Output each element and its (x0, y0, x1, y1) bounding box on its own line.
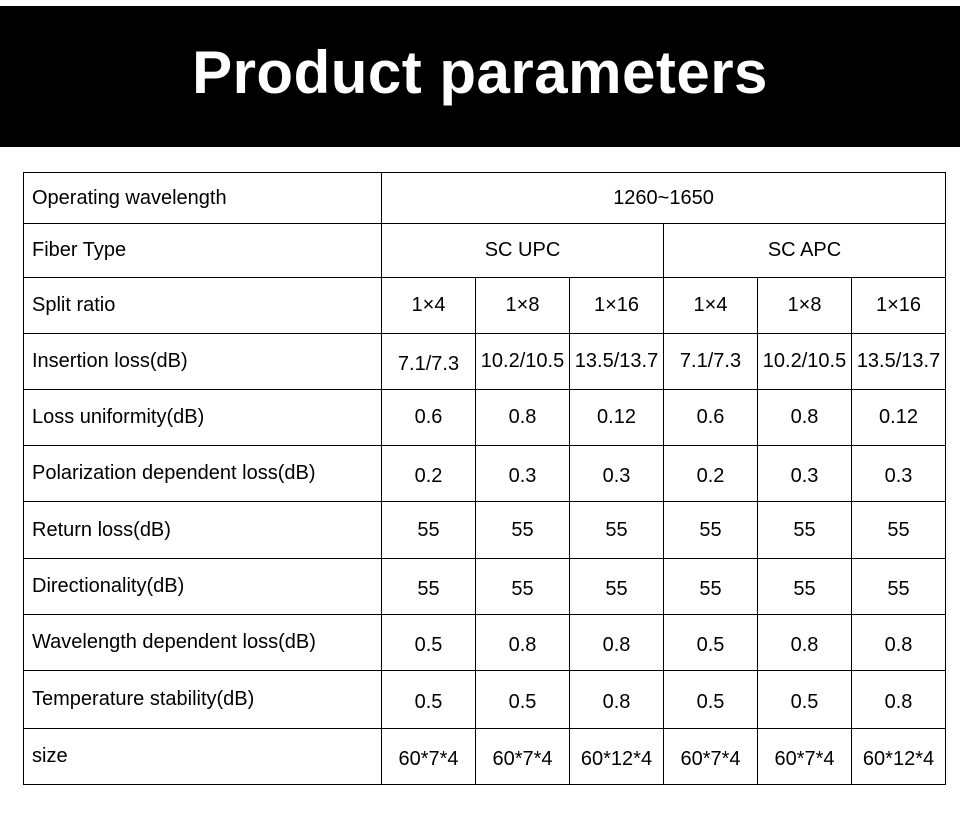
table-cell: 55 (664, 502, 758, 558)
table-cell: 0.2 (664, 446, 758, 502)
table-cell: 0.12 (570, 390, 664, 446)
row-label: Temperature stability(dB) (24, 670, 382, 728)
table-row-directionality (24, 558, 946, 614)
table-cell: 55 (476, 558, 570, 614)
table-cell: 60*7*4 (382, 728, 476, 784)
table-cell: 0.3 (852, 446, 946, 502)
operating-wavelength-value: 1260~1650 (382, 173, 946, 224)
table-cell: 0.3 (476, 446, 570, 502)
table-cell: 13.5/13.7 (570, 334, 664, 390)
row-label: Insertion loss(dB) (24, 334, 382, 390)
table-cell: 0.8 (758, 614, 852, 670)
table-cell: 0.8 (570, 670, 664, 728)
table-cell: 0.3 (570, 446, 664, 502)
table-cell: 0.8 (852, 670, 946, 728)
row-label: Directionality(dB) (24, 558, 382, 614)
table-cell: 0.8 (570, 614, 664, 670)
table-row-return-loss (24, 502, 946, 558)
table-row-fiber-type (24, 224, 946, 278)
table-cell: 55 (476, 502, 570, 558)
table-row-size (24, 728, 946, 784)
row-label: Fiber Type (24, 224, 382, 278)
table-cell: 55 (382, 558, 476, 614)
parameters-table (23, 172, 946, 785)
table-cell: 0.8 (476, 614, 570, 670)
table-cell: 0.8 (476, 390, 570, 446)
table-cell: 1×8 (758, 278, 852, 334)
table-cell: 1×4 (382, 278, 476, 334)
table-row-polarization-dependent-loss (24, 446, 946, 502)
header-banner (0, 6, 960, 147)
table-cell: 0.5 (382, 670, 476, 728)
table-cell: 60*12*4 (570, 728, 664, 784)
table-cell: 1×16 (570, 278, 664, 334)
table-cell: 55 (570, 558, 664, 614)
row-label: Polarization dependent loss(dB) (24, 446, 382, 502)
table-cell: 0.6 (664, 390, 758, 446)
table-cell: 1×4 (664, 278, 758, 334)
table-cell: 55 (664, 558, 758, 614)
table-cell: 60*7*4 (664, 728, 758, 784)
table-cell: 0.12 (852, 390, 946, 446)
fiber-type-sc-upc: SC UPC (382, 224, 664, 278)
table-cell: 0.5 (382, 614, 476, 670)
table-cell: 0.8 (852, 614, 946, 670)
table-cell: 55 (570, 502, 664, 558)
table-cell: 7.1/7.3 (664, 334, 758, 390)
table-row-wavelength-dependent-loss (24, 614, 946, 670)
table-cell: 0.5 (758, 670, 852, 728)
table-cell: 10.2/10.5 (476, 334, 570, 390)
table-cell: 0.2 (382, 446, 476, 502)
table-cell: 1×16 (852, 278, 946, 334)
fiber-type-sc-apc: SC APC (664, 224, 946, 278)
table-cell: 55 (852, 558, 946, 614)
table-row-insertion-loss (24, 334, 946, 390)
row-label: Split ratio (24, 278, 382, 334)
table-cell: 55 (382, 502, 476, 558)
table-cell: 0.5 (664, 670, 758, 728)
table-cell: 10.2/10.5 (758, 334, 852, 390)
table-cell: 60*7*4 (476, 728, 570, 784)
table-row-loss-uniformity (24, 390, 946, 446)
table-cell: 60*7*4 (758, 728, 852, 784)
row-label: Operating wavelength (24, 173, 382, 224)
table-cell: 13.5/13.7 (852, 334, 946, 390)
row-label: Loss uniformity(dB) (24, 390, 382, 446)
table-row-split-ratio (24, 278, 946, 334)
table-cell: 0.8 (758, 390, 852, 446)
table-cell: 55 (758, 502, 852, 558)
table-cell: 1×8 (476, 278, 570, 334)
row-label: Return loss(dB) (24, 502, 382, 558)
page-title: Product parameters (192, 39, 768, 106)
row-label: Wavelength dependent loss(dB) (24, 614, 382, 670)
table-row-operating-wavelength (24, 173, 946, 224)
table-cell: 0.5 (664, 614, 758, 670)
table-row-temperature-stability (24, 670, 946, 728)
table-cell: 55 (758, 558, 852, 614)
table-cell: 60*12*4 (852, 728, 946, 784)
table-cell: 0.6 (382, 390, 476, 446)
table-cell: 0.5 (476, 670, 570, 728)
table-cell: 7.1/7.3 (382, 334, 476, 390)
table-cell: 55 (852, 502, 946, 558)
row-label: size (24, 728, 382, 784)
table-cell: 0.3 (758, 446, 852, 502)
